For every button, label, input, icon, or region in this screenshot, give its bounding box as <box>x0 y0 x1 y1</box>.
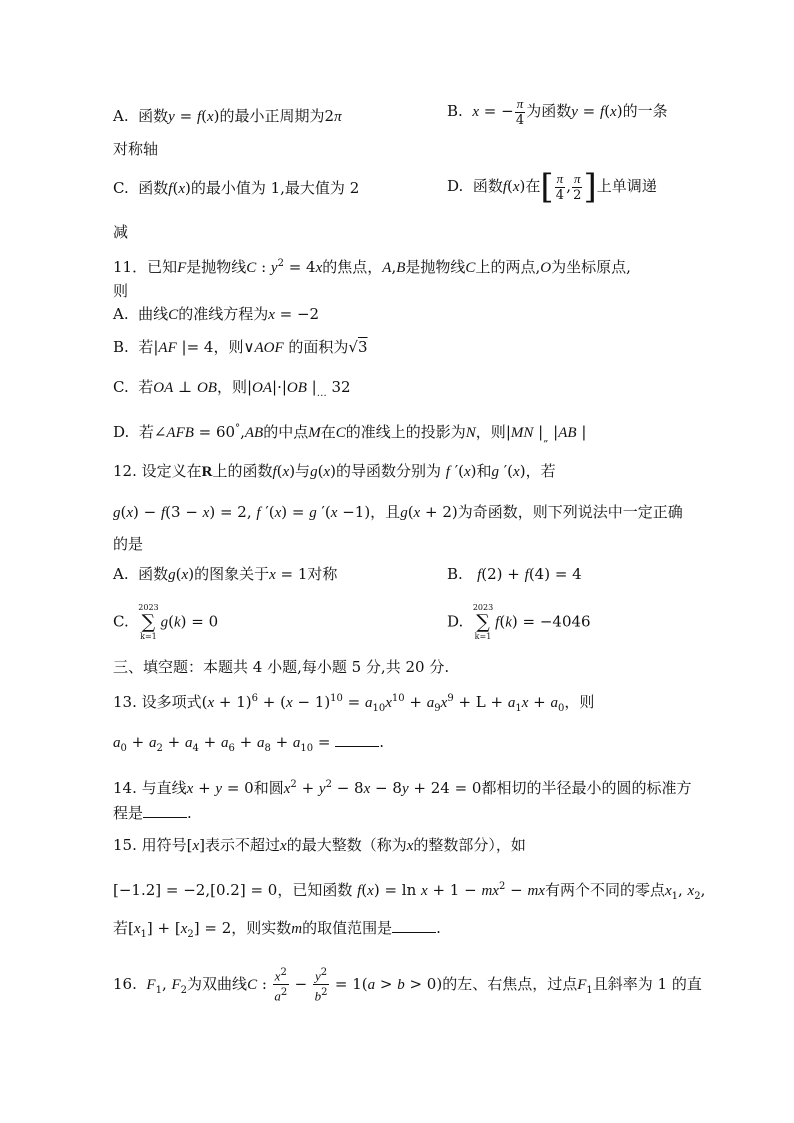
answer-blank <box>335 733 379 747</box>
q10-option-c: C. 函数f(x)的最小值为 1,最大值为 2 <box>113 179 360 197</box>
q12-option-a: A. 函数g(x)的图象关于x = 1对称 <box>113 565 338 583</box>
q14-stem-line2: 程是 . <box>113 804 192 822</box>
q15-stem-line3: 若$[x_1] + [x_2] = 2$，则实数m的取值范围是 . <box>113 919 441 940</box>
q11-option-c: C. 若OA ⊥ OB，则|OA|·|OB $|_\dots$ 32 <box>113 378 351 399</box>
q15-stem: 15. 用符号[x]表示不超过x的最大整数（称为x的整数部分），如 <box>113 836 526 854</box>
q11-stem-continued: 则 <box>113 282 129 300</box>
q13-answer-line: $a_0 + a_2 + a_4 + a_6 + a_8 + a_{10}$ = . <box>113 733 385 754</box>
q12-stem-line2: g(x) − f(3 − x) = 2, f ′(x) = g ′(x −1)，且g(x + 2)为奇函数，则下列说法中一定正确 <box>113 503 683 521</box>
answer-blank <box>143 804 187 818</box>
q11-stem: 11．已知F是抛物线C : $y^2 = 4x$的焦点，A,B是抛物线C上的两点,O为坐标原点, <box>113 258 631 276</box>
q12-option-b: B. f(2) + f(4) = 4 <box>447 565 582 583</box>
q12-stem: 12. 设定义在R上的函数f(x)与g(x)的导函数分别为 f ′(x)和g ′(x)，若 <box>113 462 556 480</box>
answer-blank <box>392 919 436 933</box>
q12-option-c: C. 2023 ∑ k=1 g(k) = 0 <box>113 603 219 641</box>
q11-option-b: B. 若|AF |= 4，则∨AOF 的面积为√3 <box>113 338 368 356</box>
q10-option-d-continued: 减 <box>113 223 129 241</box>
q10-option-b-continued: 对称轴 <box>113 140 159 158</box>
q10-option-d: D. 函数f(x)在[ $\frac{\pi}{4}$ , $\frac{\pi}{2}$ ]上单调递 <box>447 167 657 207</box>
q14-stem: 14. 与直线x + y = 0和圆$x^2 + y^2 - 8x - 8y + 24 = 0$都相切的半径最小的圆的标准方 <box>113 779 692 797</box>
q12-option-d: D. 2023 ∑ k=1 f(k) = −4046 <box>447 603 591 641</box>
q16-stem: 16. $F_1$, $F_2$为双曲线C : $\frac{x^2}{a^2}$ − $\frac{y^2}{b^2}$ = 1(a > b > 0)的左、右焦点，过点$F_1$且斜率为 1 的直 <box>113 967 702 1004</box>
q11-option-a: A. 曲线C的准线方程为x = −2 <box>113 305 320 323</box>
q10-option-a: A. 函数y = f(x)的最小正周期为2π <box>113 107 342 125</box>
q10-option-b: B. x = − $\frac{\pi}{4}$ 为函数y = f(x)的一条 <box>447 96 668 128</box>
q11-option-d: D. 若∠AFB = 60°,AB的中点M在C的准线上的投影为N，则|MN $|_„$ |AB | <box>113 423 587 444</box>
q15-stem-line2: [−1.2] = −2,[0.2] = 0，已知函数 $f(x) = \ln x + 1 - mx^2$ − mx有两个不同的零点$x_1$, $x_2$, <box>113 881 706 902</box>
section-heading: 三、填空题：本题共 4 小题,每小题 5 分,共 20 分. <box>113 658 450 676</box>
q12-stem-line3: 的是 <box>113 535 144 553</box>
q13-stem: 13. 设多项式$(x + 1)^6 + (x - 1)^{10} = a_{10}x^{10} + a_9x^9 + L + a_1x + a_0$，则 <box>113 693 595 714</box>
